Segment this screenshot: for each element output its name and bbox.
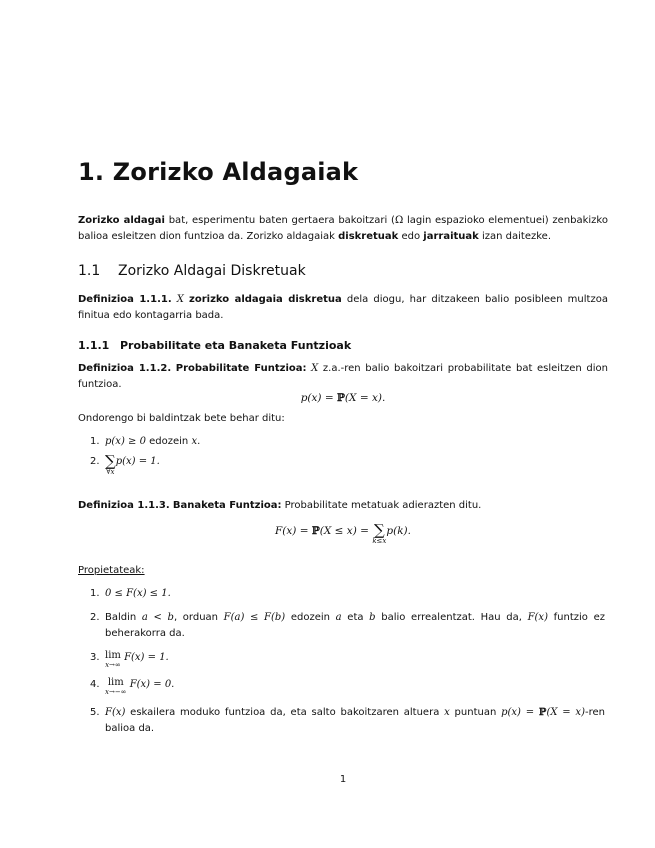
property-2-text-3: edozein <box>285 612 336 623</box>
section-heading <box>78 263 306 279</box>
property-2-text-2: , orduan <box>173 612 224 623</box>
intro-text-1: bat, esperimentu baten gertaera bakoitzari ( <box>165 215 395 226</box>
conditions-intro: Ondorengo bi baldintzak bete behar ditu: <box>78 413 285 424</box>
intro-text-4: izan daitezke. <box>478 231 552 242</box>
condition-1-end: . <box>197 436 201 447</box>
property-4-label: 4. <box>90 679 100 690</box>
limit-operator-1 <box>105 650 121 669</box>
def2-name: Probabilitate Funtzioa: <box>175 363 307 374</box>
property-5-label: 5. <box>90 707 100 718</box>
section-title: Zorizko Aldagai Diskretuak <box>118 263 306 279</box>
def3-eq-sub: k≤x <box>372 537 387 545</box>
def1-term: zorizko aldagaia diskretua <box>189 294 342 305</box>
property-3-label: 3. <box>90 652 100 663</box>
equation-prob-function <box>78 390 608 406</box>
def2-var: X <box>311 363 319 374</box>
def1-var: X <box>176 294 184 305</box>
definition-3 <box>78 498 608 514</box>
def3-eq-mid: (X ≤ x) = <box>319 525 373 537</box>
def1-label: Definizioa 1.1.1. <box>78 294 172 305</box>
property-item-3 <box>90 650 608 669</box>
condition-1-label: 1. <box>90 436 100 447</box>
def3-eq-rhs: p(k). <box>386 525 411 537</box>
def3-name: Banaketa Funtzioa: <box>172 500 282 511</box>
property-5-text-2: puntuan <box>449 707 502 718</box>
property-3-math: F(x) = 1. <box>124 652 169 663</box>
def2-eq-rhs: (X = x). <box>344 392 386 404</box>
property-5-P: ℙ <box>538 707 547 718</box>
property-2-math-1: a < b <box>141 612 174 623</box>
property-2-text-4: eta <box>341 612 370 623</box>
property-2-math-4: b <box>369 612 376 623</box>
property-3-sub: x→∞ <box>105 661 121 669</box>
property-2-math-5: F(x) <box>527 612 548 623</box>
chapter-number: 1. <box>78 158 105 186</box>
property-5-math-2: x <box>444 707 450 718</box>
def3-text: Probabilitate metatuak adierazten ditu. <box>281 500 482 511</box>
limit-operator-2 <box>105 677 127 696</box>
definition-2 <box>78 361 608 393</box>
intro-text-2: lagin espazioko elementuei) zenbakizko balioa esleitzen dion funtzioa da. Zorizko aldagaiak <box>78 215 608 242</box>
property-item-4 <box>90 677 608 696</box>
property-item-2 <box>90 610 608 642</box>
property-5-math-4: (X = x) <box>546 707 585 718</box>
property-5-math-3: p(x) = <box>501 707 539 718</box>
def1-text: dela diogu, har ditzakeen balio posibleen multzoa finitua edo kontagarria bada. <box>78 294 608 321</box>
intro-discrete: diskretuak <box>338 231 399 242</box>
sum-symbol: ∑ ∀x <box>105 452 116 476</box>
subsection-number: 1.1.1 <box>78 339 110 352</box>
property-2-math-3: a <box>335 612 342 623</box>
intro-term: Zorizko aldagai <box>78 215 165 226</box>
condition-item-1 <box>90 434 608 450</box>
condition-1-math: p(x) ≥ 0 <box>105 436 146 447</box>
property-5-text-1: eskailera moduko funtzioa da, eta salto bakoitzaren altuera <box>125 707 445 718</box>
properties-title <box>78 563 608 579</box>
property-1-math: 0 ≤ F(x) ≤ 1. <box>105 588 171 599</box>
property-4-math: F(x) = 0. <box>129 679 175 690</box>
page-number: 1 <box>339 774 347 785</box>
property-1-label: 1. <box>90 588 100 599</box>
property-2-label: 2. <box>90 612 100 623</box>
def2-text: z.a.-ren balio bakoitzari probabilitate bat esleitzen dion funtzioa. <box>78 363 608 390</box>
def3-label: Definizioa 1.1.3. <box>78 500 170 511</box>
def2-eq-lhs: p(x) = <box>300 392 337 404</box>
condition-2-math: p(x) = 1. <box>115 456 160 467</box>
chapter-title <box>78 158 358 186</box>
def3-eq-P: ℙ <box>311 525 320 537</box>
subsection-title: Probabilitate eta Banaketa Funtzioak <box>120 339 352 352</box>
properties-title-text: Propietateak: <box>78 565 145 576</box>
chapter-name: Zorizko Aldagaiak <box>112 158 359 186</box>
property-5-math-1: F(x) <box>105 707 126 718</box>
intro-continuous: jarraituak <box>423 231 479 242</box>
subsection-heading <box>78 339 351 352</box>
property-2-text-1: Baldin <box>105 612 142 623</box>
property-4-lim: lim <box>107 677 124 688</box>
section-number: 1.1 <box>78 263 101 279</box>
intro-text-3: edo <box>398 231 424 242</box>
property-5-text-3: -ren balioa da. <box>105 707 605 734</box>
definition-1 <box>78 292 608 324</box>
condition-item-2 <box>90 454 608 476</box>
equation-distribution-function <box>78 523 608 545</box>
intro-paragraph <box>78 213 608 245</box>
property-2-text-5: balio errealentzat. Hau da, <box>375 612 528 623</box>
condition-2-label: 2. <box>90 456 100 467</box>
sum-symbol-2: ∑ k≤x <box>372 521 387 545</box>
property-3-lim: lim <box>105 650 121 661</box>
property-2-text-6: funtzio ez beherakorra da. <box>105 612 605 639</box>
property-2-math-2: F(a) ≤ F(b) <box>223 612 286 623</box>
omega-symbol: Ω <box>394 215 404 226</box>
property-item-1 <box>90 586 608 602</box>
condition-2-sub: ∀x <box>106 468 115 476</box>
condition-1-var: x <box>191 436 198 447</box>
condition-1-text: edozein <box>145 436 192 447</box>
property-item-5 <box>90 705 608 737</box>
property-4-sub: x→−∞ <box>105 688 127 696</box>
def2-eq-P: ℙ <box>337 392 345 404</box>
def3-eq-lhs: F(x) = <box>274 525 312 537</box>
def2-label: Definizioa 1.1.2. <box>78 363 172 374</box>
